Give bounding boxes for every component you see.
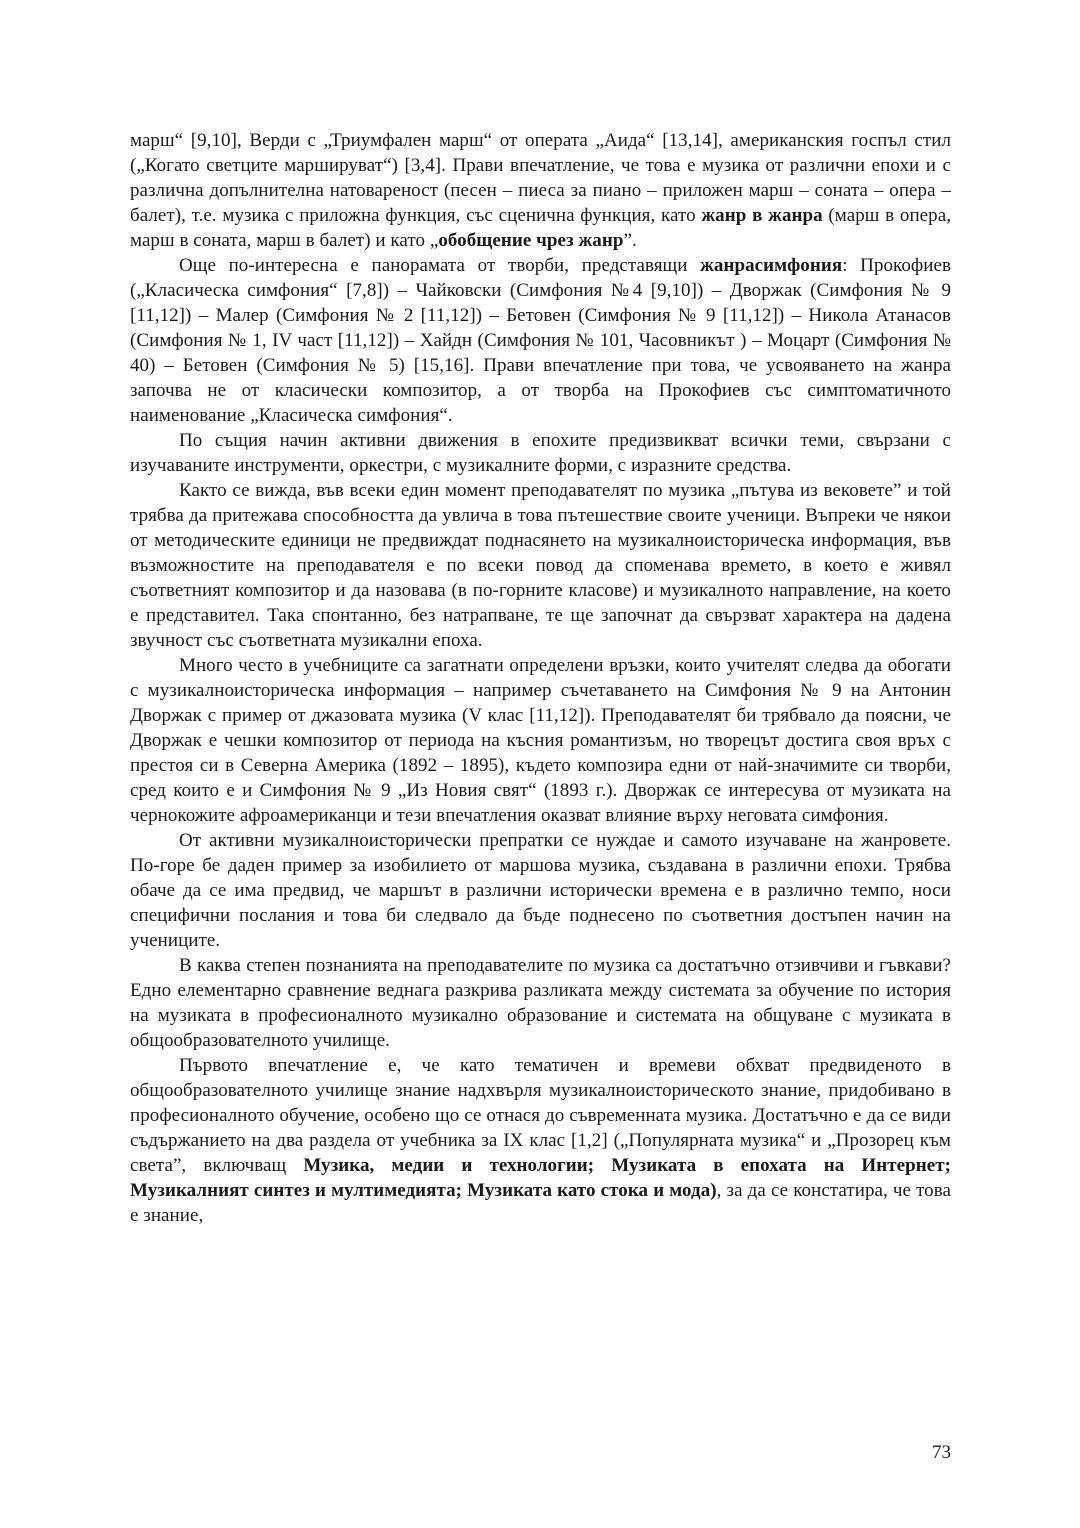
- paragraph-1-bold-1: жанр в жанра: [701, 205, 823, 226]
- paragraph-2-bold-1: жанрасимфония: [700, 255, 843, 276]
- paragraph-2-text-1: Още по-интересна е панорамата от творби, представящи: [179, 255, 701, 276]
- paragraph-1: [130, 128, 951, 253]
- paragraph-4: Както се вижда, във всеки един момент преподавателят по музика „пътува из вековете” и той трябва да притежава способността да увлича в това пътешествие своите ученици. Въпреки че някои от методическите единици не предвиждат поднасянето на музикалноисторическа информация, във възможностите на преподавателя е по всеки повод да споменава времето, в което е живял съответният композитор и да назовава (в по-горните класове) и музикалното направление, на което е представител. Така спонтанно, без натрапване, те ще започнат да свързват характера на дадена звучност със съответната музикални епоха.: [130, 480, 951, 651]
- paragraph-8-text-2: , за да се констатира, че това е знание,: [130, 1180, 951, 1226]
- paragraph-1-text-1: марш“ [9,10], Верди с „Триумфален марш“ от операта „Аида“ [13,14], американския госпъл стил („Когато светците маршируват“) [3,4]. Прави впечатление, че това е музика от различни епохи и с различна допълнителна натовареност (песен – пиеса за пиано – приложен марш – соната – опера – балет), т.е. музика с приложна функция, със сценична функция, като: [130, 130, 951, 226]
- paragraph-8-text-1: Първото впечатление е, че като тематичен и времеви обхват предвиденото в общообразователното училище знание надхвърля музикалноисторическото знание, придобивано в професионалното обучение, особено що се отнася до съвременната музика. Достатъчно е да се види съдържанието на два раздела от учебника за IX клас [1,2] („Популярната музика“ и „Прозорец към света”, включващ: [130, 1055, 951, 1176]
- paragraph-5: Много често в учебниците са загатнати определени връзки, които учителят следва да обогати с музикалноисторическа информация – например съчетаването на Симфония № 9 на Антонин Дворжак с пример от джазовата музика (V клас [11,12]). Преподавателят би трябвало да поясни, че Дворжак е чешки композитор от периода на късния романтизъм, но творецът достига своя връх с престоя си в Северна Америка (1892 – 1895), където композира едни от най-значимите си творби, сред които е и Симфония № 9 „Из Новия свят“ (1893 г.). Дворжак се интересува от музиката на чернокожите афроамериканци и тези впечатления оказват влияние върху неговата симфония.: [130, 655, 951, 826]
- paragraph-6: От активни музикалноисторически препратки се нуждае и самото изучаване на жанровете. По-горе бе даден пример за изобилието от маршова музика, създавана в различни епохи. Трябва обаче да се има предвид, че маршът в различни исторически времена е в различно темпо, носи специфични послания и това би следвало да бъде поднесено по съответния достъпен начин на учениците.: [130, 830, 951, 951]
- paragraph-7: В каква степен познанията на преподавателите по музика са достатъчно отзивчиви и гъвкави? Едно елементарно сравнение веднага разкрива разликата между системата за обучение по история на музиката в професионалното музикално образование и системата на общуване с музиката в общообразователното училище.: [130, 955, 951, 1051]
- paragraph-2-text-2: : Прокофиев („Класическа симфония“ [7,8]) – Чайковски (Симфония №4 [9,10]) – Дворжак (Симфония № 9 [11,12]) – Малер (Симфония № 2 [11,12]) – Бетовен (Симфония № 9 [11,12]) – Никола Атанасов (Симфония № 1, IV част [11,12]) – Хайдн (Симфония № 101, Часовникът ) – Моцарт (Симфония № 40) – Бетовен (Симфония № 5) [15,16]. Прави впечатление при това, че усвояването на жанра започва не от класически композитор, а от творба на Прокофиев със симптоматичното наименование „Класическа симфония“.: [130, 255, 951, 426]
- paragraph-3: По същия начин активни движения в епохите предизвикват всички теми, свързани с изучаваните инструменти, оркестри, с музикалните форми, с изразните средства.: [130, 430, 951, 476]
- paragraph-8: [130, 1053, 951, 1228]
- page-number: 73: [932, 1442, 951, 1463]
- paragraph-1-text-3: ”.: [623, 230, 637, 251]
- paragraph-1-text-2: (марш в опера, марш в соната, марш в балет) и като „: [130, 205, 951, 251]
- paragraph-1-bold-2: обобщение чрез жанр: [438, 230, 624, 251]
- paragraph-8-bold-1: Музика, медии и технологии; Музиката в епохата на Интернет; Музикалният синтез и мултимедията; Музиката като стока и мода): [130, 1155, 951, 1201]
- document-page: [130, 128, 951, 1228]
- paragraph-2: [130, 253, 951, 428]
